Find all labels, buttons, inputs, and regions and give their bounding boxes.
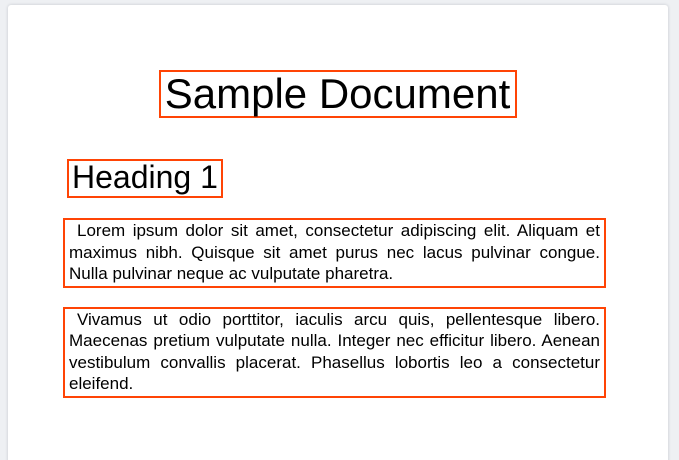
paragraph-row (63, 218, 668, 288)
paragraph-block-1[interactable]: Lorem ipsum dolor sit amet, consectetur adipiscing elit. Aliquam et maximus nibh. Quisque sit amet purus nec lacus pulvinar congue. Nulla pulvinar neque ac vulputate pharetra. (63, 218, 606, 288)
heading-row (67, 159, 668, 198)
title-row (8, 70, 668, 118)
section-heading[interactable]: Heading 1 (67, 159, 223, 198)
document-title[interactable]: Sample Document (159, 70, 518, 118)
paragraph-row (63, 307, 668, 398)
paragraph-block-2[interactable]: Vivamus ut odio porttitor, iaculis arcu quis, pellentesque libero. Maecenas pretium vulputate nulla. Integer nec efficitur libero. Aenean vestibulum convallis placerat. Phasellus lobortis leo a consectetur eleifend. (63, 307, 606, 398)
document-page (8, 5, 668, 460)
